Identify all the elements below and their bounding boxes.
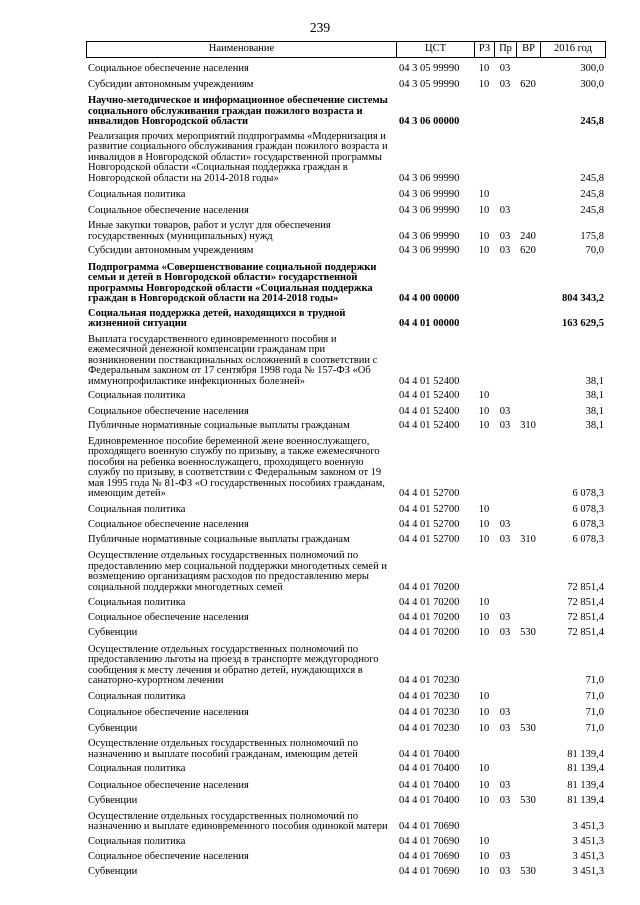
row-vr: 240 [520,230,536,242]
row-cst: 04 4 01 70400 [399,779,460,791]
row-name: Субвенции [88,722,138,734]
row-rz: 10 [478,204,490,216]
row-rz: 10 [478,78,490,90]
table-row [86,437,606,500]
row-amount: 81 139,4 [567,763,604,774]
row-amount: 72 851,4 [567,581,604,593]
table-row [86,764,606,775]
row-vr: 620 [520,245,536,256]
row-name: Единовременное пособие беременной жене военнослужащего, проходящего военную службу по призыву, а также ежемесячного пособия на ребенка военнослужащего, проходящего военную службу по призыву, в соответствии с Федеральным законом от 19 мая 1995 года № 81-ФЗ «О государственных пособиях гражданам, имеющим детей» [88,435,385,499]
row-rz: 10 [478,245,490,256]
row-cst: 04 4 01 70200 [399,627,460,638]
table-row [86,724,606,735]
row-amount: 81 139,4 [567,795,604,806]
row-name: Иные закупки товаров, работ и услуг для обеспечения государственных (муниципальных) нужд [88,220,331,242]
row-name: Социальная политика [88,390,186,401]
row-cst: 04 4 01 70230 [399,675,460,686]
row-amount: 6 078,3 [572,488,604,499]
row-name: Субсидии автономным учреждениям [88,245,254,256]
row-cst: 04 4 01 52700 [399,488,460,499]
row-rz: 10 [478,519,490,530]
row-rz: 10 [478,390,490,401]
table-row [86,206,606,217]
row-cst: 04 3 06 00000 [399,116,460,127]
row-amount: 3 451,3 [572,865,604,877]
row-rz: 10 [478,230,490,242]
row-amount: 6 078,3 [572,503,604,515]
row-name: Осуществление отдельных государственных полномочий по предоставлению льготы на проезд в транспорте междугородного сообщения к месту лечения и обратно детей, нуждающихся в санаторно-курортном лечении [88,643,379,686]
header-year: 2016 год [540,42,606,57]
row-pr: 03 [499,405,511,417]
row-rz: 10 [478,611,490,623]
table-row [86,535,606,546]
row-cst: 04 4 01 52700 [399,519,460,530]
row-cst: 04 4 01 00000 [399,318,460,329]
table-row [86,421,606,432]
table-row [86,263,606,305]
row-cst: 04 3 06 99990 [399,245,460,256]
row-pr: 03 [499,865,511,877]
row-rz: 10 [478,63,490,74]
row-name: Социальное обеспечение населения [88,405,249,417]
row-vr: 530 [520,722,536,734]
row-name: Осуществление отдельных государственных полномочий по предоставлению мер социальной поддержки многодетных семей и возмещению организациям расходов по предоставлению меры социальной поддержки многодетных семей [88,550,387,593]
row-name: Социальная политика [88,690,186,702]
row-name: Социальное обеспечение населения [88,519,249,530]
row-name: Социальная политика [88,503,186,515]
row-vr: 530 [520,865,536,877]
row-name: Социальное обеспечение населения [88,707,249,718]
row-amount: 300,0 [580,78,604,90]
row-name: Социальная политика [88,189,186,200]
row-cst: 04 4 00 00000 [399,293,460,304]
row-rz: 10 [478,503,490,515]
row-name: Социальное обеспечение населения [88,779,249,791]
row-amount: 245,8 [580,189,604,200]
row-amount: 38,1 [585,420,604,431]
row-name: Публичные нормативные социальные выплаты гражданам [88,420,350,431]
row-cst: 04 3 05 99990 [399,63,460,74]
row-amount: 6 078,3 [572,519,604,530]
table-row [86,837,606,848]
row-amount: 3 451,3 [572,821,604,832]
row-name: Осуществление отдельных государственных полномочий по назначению и выплате единовременного пособия одинокой матери [88,810,388,832]
row-amount: 6 078,3 [572,533,604,545]
row-cst: 04 4 01 52400 [399,405,460,417]
row-rz: 10 [478,420,490,431]
table-row [86,96,606,128]
row-amount: 245,8 [580,116,604,127]
row-name: Социальная поддержка детей, находящихся в трудной жизненной ситуации [88,307,346,329]
row-amount: 81 139,4 [567,748,604,760]
row-rz: 10 [478,779,490,791]
table-row [86,628,606,639]
row-rz: 10 [478,835,490,847]
table-row [86,852,606,863]
row-name: Субвенции [88,627,138,638]
table-row [86,645,606,687]
row-cst: 04 4 01 70230 [399,722,460,734]
table-row [86,708,606,719]
row-amount: 804 343,2 [562,293,604,304]
row-cst: 04 4 01 70230 [399,707,460,718]
table-row [86,190,606,201]
row-amount: 71,0 [585,707,604,718]
row-cst: 04 4 01 70200 [399,611,460,623]
row-cst: 04 4 01 70200 [399,581,460,593]
row-amount: 70,0 [585,245,604,256]
row-pr: 03 [499,611,511,623]
row-cst: 04 4 01 70690 [399,821,460,832]
row-rz: 10 [478,851,490,862]
header-name: Наименование [86,42,396,57]
row-name: Научно-методическое и информационное обеспечение системы социального обслуживания граждан пожилого возраста и инвалидов Новгородской области [88,95,388,127]
row-pr: 03 [499,519,511,530]
row-pr: 03 [499,533,511,545]
row-cst: 04 4 01 70690 [399,865,460,877]
row-cst: 04 3 06 99990 [399,189,460,200]
row-pr: 03 [499,722,511,734]
row-name: Субсидии автономным учреждениям [88,78,254,90]
row-pr: 03 [499,420,511,431]
table-row [86,781,606,792]
row-amount: 71,0 [585,675,604,686]
row-amount: 3 451,3 [572,851,604,862]
header-pr: Пр [494,42,516,57]
row-name: Социальная политика [88,835,186,847]
row-amount: 245,8 [580,172,604,184]
budget-table [86,41,606,877]
table-row [86,796,606,807]
table-row [86,391,606,402]
row-cst: 04 3 06 99990 [399,204,460,216]
row-pr: 03 [499,78,511,90]
table-row [86,551,606,593]
row-name: Субвенции [88,865,138,877]
row-cst: 04 3 05 99990 [399,78,460,90]
row-pr: 03 [499,204,511,216]
row-rz: 10 [478,763,490,774]
row-amount: 38,1 [585,375,604,387]
row-cst: 04 4 01 52400 [399,420,460,431]
table-row [86,739,606,760]
table-row [86,613,606,624]
row-rz: 10 [478,533,490,545]
table-row [86,132,606,185]
row-pr: 03 [499,627,511,638]
header-cst: ЦСТ [396,42,474,57]
row-amount: 71,0 [585,690,604,702]
row-cst: 04 4 01 70230 [399,690,460,702]
table-row [86,867,606,878]
row-pr: 03 [499,779,511,791]
row-amount: 71,0 [585,722,604,734]
row-name: Выплата государственного единовременного пособия и ежемесячной денежной компенсации гражданам при возникновении поствакцинальных осложнений в соответствии с Федеральным законом от 17 сентября 1998 года № 157-ФЗ «Об иммунопрофилактике инфекционных болезней» [88,333,378,387]
row-cst: 04 4 01 70400 [399,748,460,760]
row-name: Субвенции [88,795,138,806]
table-row [86,80,606,91]
row-pr: 03 [499,795,511,806]
header-vr: ВР [516,42,540,57]
table-row [86,221,606,242]
row-cst: 04 4 01 70690 [399,851,460,862]
table-row [86,407,606,418]
row-name: Публичные нормативные социальные выплаты гражданам [88,533,350,545]
table-row [86,64,606,75]
row-vr: 620 [520,78,536,90]
row-name: Подпрограмма «Совершенствование социальной поддержки семьи и детей в Новгородской области» государственной программы Новгородской области «Социальная поддержка граждан в Новгородской области на 2014-2018 годы» [88,261,377,304]
row-vr: 310 [520,533,536,545]
row-cst: 04 4 01 70400 [399,763,460,774]
row-pr: 03 [499,245,511,256]
header-rz: РЗ [474,42,494,57]
row-name: Социальное обеспечение населения [88,851,249,862]
row-amount: 300,0 [580,63,604,74]
row-rz: 10 [478,597,490,608]
row-cst: 04 3 06 99990 [399,230,460,242]
row-name: Социальная политика [88,763,186,774]
row-amount: 163 629,5 [562,318,604,329]
row-amount: 72 851,4 [567,627,604,638]
row-cst: 04 3 06 99990 [399,172,460,184]
row-vr: 530 [520,627,536,638]
row-rz: 10 [478,189,490,200]
page-number: 239 [309,20,331,35]
row-cst: 04 4 01 52400 [399,375,460,387]
table-body [86,64,606,877]
table-row [86,692,606,703]
row-amount: 245,8 [580,204,604,216]
row-vr: 310 [520,420,536,431]
row-vr: 530 [520,795,536,806]
row-rz: 10 [478,405,490,417]
row-amount: 38,1 [585,390,604,401]
row-name: Социальное обеспечение населения [88,204,249,216]
table-row [86,520,606,531]
row-pr: 03 [499,707,511,718]
row-amount: 81 139,4 [567,779,604,791]
row-amount: 175,8 [580,230,604,242]
row-rz: 10 [478,865,490,877]
row-name: Социальное обеспечение населения [88,611,249,623]
row-rz: 10 [478,795,490,806]
row-amount: 3 451,3 [572,835,604,847]
row-amount: 72 851,4 [567,611,604,623]
row-rz: 10 [478,722,490,734]
table-row [86,309,606,330]
row-name: Социальная политика [88,597,186,608]
row-cst: 04 4 01 70690 [399,835,460,847]
row-rz: 10 [478,690,490,702]
row-name: Реализация прочих мероприятий подпрограммы «Модернизация и развитие социального обслуживания граждан пожилого возраста и инвалидов в Новгородской области» государственной программы Новгородской области «Социальная поддержка граждан в Новгородской области на 2014-2018 годы» [88,130,388,184]
row-rz: 10 [478,707,490,718]
row-pr: 03 [499,230,511,242]
row-cst: 04 4 01 52700 [399,503,460,515]
row-rz: 10 [478,627,490,638]
row-cst: 04 4 01 52700 [399,533,460,545]
row-cst: 04 4 01 70400 [399,795,460,806]
table-row [86,335,606,388]
row-pr: 03 [499,63,511,74]
table-row [86,246,606,257]
row-amount: 72 851,4 [567,597,604,608]
table-row [86,505,606,516]
row-name: Осуществление отдельных государственных полномочий по назначению и выплате пособий гражданам, имеющим детей [88,738,359,760]
row-pr: 03 [499,851,511,862]
table-row [86,812,606,833]
row-cst: 04 4 01 52400 [399,390,460,401]
table-row [86,598,606,609]
row-cst: 04 4 01 70200 [399,597,460,608]
table-header [86,41,606,58]
row-name: Социальное обеспечение населения [88,63,249,74]
row-amount: 38,1 [585,405,604,417]
